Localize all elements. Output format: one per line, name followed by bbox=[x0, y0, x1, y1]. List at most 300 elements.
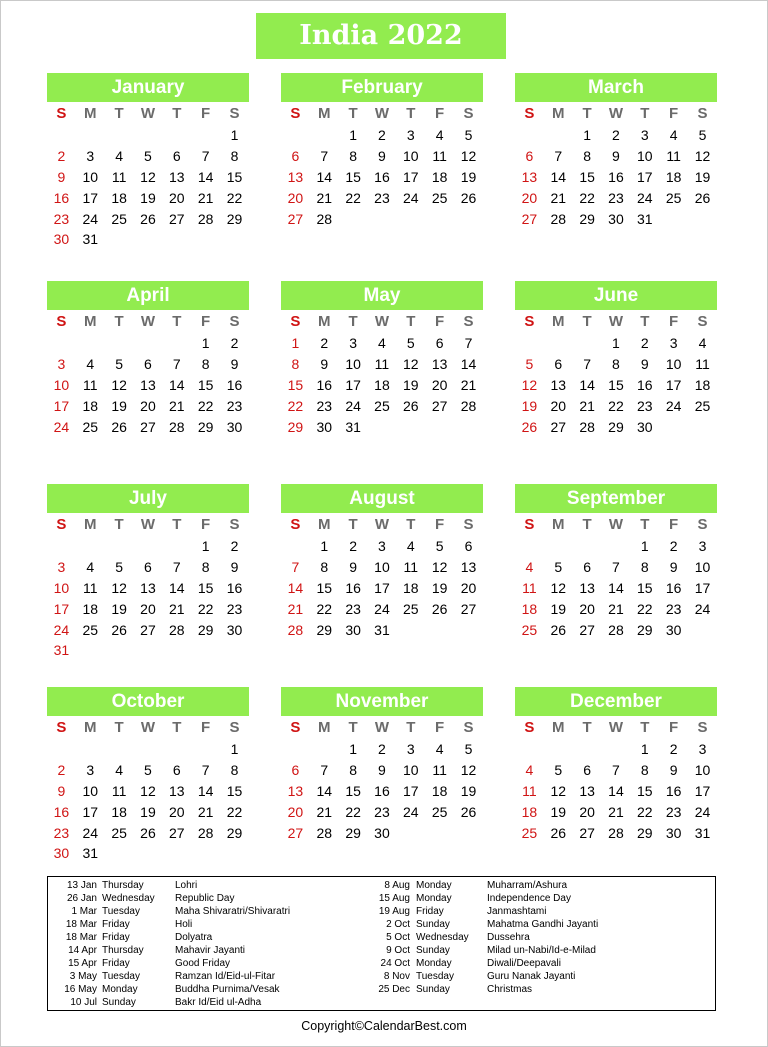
day-cell: 1 bbox=[349, 127, 357, 144]
day-cell: 20 bbox=[460, 579, 477, 596]
day-cell: 18 bbox=[431, 168, 448, 185]
weekday-header: F bbox=[201, 516, 211, 533]
holiday-weekday: Monday bbox=[416, 880, 452, 891]
day-cell bbox=[47, 333, 76, 354]
week-row bbox=[281, 557, 483, 578]
day-cell: 8 bbox=[320, 559, 329, 576]
day-cell: 18 bbox=[82, 600, 99, 617]
holiday-date: 15 Apr bbox=[68, 958, 97, 969]
day-cell: 11 bbox=[374, 356, 390, 373]
day-cell: 21 bbox=[197, 189, 214, 206]
day-cell bbox=[281, 125, 310, 146]
day-cell: 9 bbox=[640, 356, 649, 373]
day-cell bbox=[162, 229, 191, 250]
day-cell: 4 bbox=[378, 335, 386, 352]
weekday-header: S bbox=[229, 516, 240, 533]
weekday-header: T bbox=[114, 313, 124, 330]
weekday-header: S bbox=[290, 105, 301, 122]
day-cell: 6 bbox=[583, 559, 591, 576]
day-cell bbox=[134, 640, 163, 661]
day-cell bbox=[191, 125, 220, 146]
day-cell: 10 bbox=[345, 356, 361, 373]
holiday-weekday: Sunday bbox=[416, 984, 450, 995]
day-cell: 13 bbox=[521, 168, 538, 185]
day-cell: 8 bbox=[612, 356, 620, 373]
day-cell: 26 bbox=[403, 397, 419, 414]
day-cell: 2 bbox=[230, 335, 239, 352]
day-cell: 8 bbox=[230, 148, 239, 165]
month-days-table bbox=[515, 716, 717, 843]
day-cell: 28 bbox=[169, 418, 185, 435]
weekday-header: F bbox=[435, 719, 445, 736]
day-cell: 13 bbox=[140, 376, 156, 393]
holiday-name: Bakr Id/Eid ul-Adha bbox=[175, 997, 262, 1008]
day-cell: 19 bbox=[460, 782, 477, 799]
day-cell: 23 bbox=[53, 210, 70, 227]
day-cell: 12 bbox=[460, 762, 477, 779]
week-row bbox=[281, 801, 483, 822]
weekday-header: S bbox=[697, 105, 708, 122]
day-cell: 7 bbox=[320, 762, 329, 779]
day-cell: 17 bbox=[345, 376, 361, 393]
day-cell: 10 bbox=[374, 559, 390, 576]
day-cell: 28 bbox=[197, 824, 214, 841]
holiday-name: Mahavir Jayanti bbox=[175, 945, 246, 956]
week-row bbox=[515, 354, 717, 375]
day-cell bbox=[544, 739, 573, 760]
day-cell: 18 bbox=[111, 189, 127, 206]
day-cell: 24 bbox=[53, 418, 70, 435]
day-cell bbox=[454, 619, 483, 640]
weekday-header: T bbox=[114, 105, 124, 122]
weekday-header: T bbox=[348, 516, 358, 533]
day-cell: 4 bbox=[525, 762, 534, 779]
day-cell: 2 bbox=[57, 762, 66, 779]
day-cell bbox=[425, 208, 454, 229]
day-cell: 17 bbox=[374, 579, 390, 596]
day-cell: 25 bbox=[82, 621, 99, 638]
day-cell: 15 bbox=[608, 376, 624, 393]
day-cell: 6 bbox=[435, 335, 444, 352]
day-cell: 9 bbox=[378, 762, 386, 779]
holiday-weekday: Monday bbox=[416, 893, 452, 904]
day-cell: 22 bbox=[197, 600, 214, 617]
day-cell: 1 bbox=[612, 335, 620, 352]
day-cell: 29 bbox=[345, 824, 361, 841]
day-cell: 6 bbox=[525, 148, 534, 165]
day-cell: 12 bbox=[460, 148, 477, 165]
holiday-name: Lohri bbox=[175, 880, 198, 891]
day-cell bbox=[134, 229, 163, 250]
day-cell: 4 bbox=[669, 127, 678, 144]
day-cell: 7 bbox=[291, 559, 300, 576]
day-cell: 14 bbox=[579, 376, 595, 393]
day-cell: 24 bbox=[53, 621, 70, 638]
week-row bbox=[47, 760, 249, 781]
day-cell: 20 bbox=[140, 397, 156, 414]
day-cell: 26 bbox=[111, 418, 127, 435]
day-cell: 1 bbox=[201, 538, 210, 555]
day-cell: 11 bbox=[432, 762, 447, 779]
week-row bbox=[47, 557, 249, 578]
day-cell: 26 bbox=[550, 621, 567, 638]
day-cell: 9 bbox=[320, 356, 329, 373]
day-cell: 28 bbox=[287, 621, 304, 638]
week-row bbox=[515, 598, 717, 619]
day-cell: 6 bbox=[583, 762, 591, 779]
holiday-weekday: Tuesday bbox=[102, 971, 140, 982]
day-cell: 23 bbox=[374, 803, 390, 820]
day-cell: 6 bbox=[291, 762, 300, 779]
day-cell bbox=[368, 208, 397, 229]
day-cell bbox=[220, 640, 249, 661]
day-cell: 5 bbox=[115, 356, 123, 373]
day-cell: 6 bbox=[172, 762, 181, 779]
day-cell: 8 bbox=[201, 356, 210, 373]
day-cell: 16 bbox=[665, 782, 682, 799]
weekday-header: T bbox=[172, 105, 182, 122]
day-cell: 8 bbox=[583, 148, 591, 165]
day-cell: 21 bbox=[316, 803, 333, 820]
day-cell bbox=[602, 536, 631, 557]
day-cell: 17 bbox=[403, 782, 419, 799]
day-cell: 23 bbox=[665, 600, 682, 617]
day-cell: 22 bbox=[226, 189, 243, 206]
day-cell: 7 bbox=[201, 148, 210, 165]
day-cell: 18 bbox=[431, 782, 448, 799]
day-cell: 14 bbox=[287, 579, 304, 596]
day-cell: 7 bbox=[554, 148, 563, 165]
day-cell: 15 bbox=[579, 168, 595, 185]
day-cell: 14 bbox=[197, 782, 214, 799]
day-cell: 29 bbox=[226, 210, 243, 227]
day-cell: 7 bbox=[612, 762, 620, 779]
weekday-header: T bbox=[406, 516, 416, 533]
day-cell: 11 bbox=[522, 782, 537, 799]
day-cell: 9 bbox=[57, 782, 66, 799]
month-name: April bbox=[47, 281, 249, 310]
week-row bbox=[515, 375, 717, 396]
holiday-name: Independence Day bbox=[487, 893, 571, 904]
month-november bbox=[281, 687, 483, 843]
day-cell: 16 bbox=[316, 376, 333, 393]
month-days-table bbox=[47, 102, 249, 250]
day-cell: 31 bbox=[82, 845, 99, 862]
weekday-header: T bbox=[582, 105, 592, 122]
day-cell bbox=[339, 208, 368, 229]
weekday-header: F bbox=[201, 719, 211, 736]
holiday-weekday: Friday bbox=[416, 906, 444, 917]
month-december bbox=[515, 687, 717, 843]
month-days-table bbox=[47, 513, 249, 661]
week-row bbox=[47, 229, 249, 250]
week-row bbox=[47, 333, 249, 354]
day-cell: 12 bbox=[550, 782, 567, 799]
day-cell: 21 bbox=[197, 803, 214, 820]
day-cell bbox=[573, 536, 602, 557]
day-cell bbox=[573, 333, 602, 354]
day-cell bbox=[602, 739, 631, 760]
day-cell: 14 bbox=[169, 376, 185, 393]
month-days-table bbox=[515, 513, 717, 640]
day-cell: 29 bbox=[637, 621, 653, 638]
day-cell: 20 bbox=[579, 600, 595, 617]
holiday-name: Diwali/Deepavali bbox=[487, 958, 561, 969]
weekday-header: W bbox=[140, 313, 156, 330]
day-cell: 22 bbox=[637, 803, 653, 820]
month-february bbox=[281, 73, 483, 229]
day-cell bbox=[105, 739, 134, 760]
week-row bbox=[515, 167, 717, 188]
day-cell: 19 bbox=[140, 803, 156, 820]
day-cell: 2 bbox=[612, 127, 620, 144]
holiday-name: Milad un-Nabi/Id-e-Milad bbox=[487, 945, 596, 956]
weekday-header: W bbox=[374, 719, 390, 736]
day-cell: 26 bbox=[140, 210, 156, 227]
day-cell: 28 bbox=[460, 397, 477, 414]
day-cell: 11 bbox=[432, 148, 447, 165]
day-cell bbox=[220, 843, 249, 864]
week-row bbox=[281, 208, 483, 229]
day-cell: 31 bbox=[637, 210, 653, 227]
day-cell: 5 bbox=[464, 127, 473, 144]
day-cell: 11 bbox=[82, 579, 98, 596]
day-cell: 14 bbox=[316, 168, 333, 185]
day-cell: 16 bbox=[345, 579, 361, 596]
day-cell bbox=[134, 125, 163, 146]
day-cell: 19 bbox=[550, 600, 567, 617]
day-cell: 16 bbox=[53, 189, 70, 206]
day-cell: 15 bbox=[197, 376, 214, 393]
day-cell: 30 bbox=[345, 621, 361, 638]
day-cell: 17 bbox=[53, 397, 70, 414]
holiday-date: 19 Aug bbox=[378, 906, 410, 917]
weekday-header: W bbox=[374, 516, 390, 533]
day-cell: 30 bbox=[637, 418, 653, 435]
week-row bbox=[281, 416, 483, 437]
week-row bbox=[47, 801, 249, 822]
day-cell: 16 bbox=[608, 168, 624, 185]
day-cell: 1 bbox=[230, 741, 239, 758]
day-cell: 20 bbox=[287, 189, 304, 206]
weekday-header: M bbox=[84, 313, 97, 330]
holiday-weekday: Wednesday bbox=[416, 932, 469, 943]
day-cell: 26 bbox=[431, 600, 448, 617]
day-cell: 24 bbox=[665, 397, 682, 414]
week-row bbox=[47, 536, 249, 557]
holiday-weekday: Tuesday bbox=[102, 906, 140, 917]
day-cell: 1 bbox=[349, 741, 357, 758]
day-cell: 9 bbox=[230, 356, 239, 373]
day-cell: 3 bbox=[86, 762, 95, 779]
weekday-header: F bbox=[435, 516, 445, 533]
day-cell: 14 bbox=[550, 168, 567, 185]
day-cell bbox=[515, 333, 544, 354]
day-cell bbox=[454, 416, 483, 437]
weekday-header: S bbox=[56, 105, 67, 122]
week-row bbox=[281, 167, 483, 188]
day-cell: 20 bbox=[140, 600, 156, 617]
day-cell: 23 bbox=[665, 803, 682, 820]
day-cell bbox=[688, 619, 717, 640]
day-cell: 15 bbox=[287, 376, 304, 393]
day-cell: 5 bbox=[464, 741, 473, 758]
weekday-header: W bbox=[374, 313, 390, 330]
day-cell: 10 bbox=[694, 762, 711, 779]
day-cell: 16 bbox=[665, 579, 682, 596]
weekday-header: T bbox=[640, 105, 650, 122]
day-cell: 9 bbox=[612, 148, 620, 165]
weekday-header: M bbox=[552, 105, 565, 122]
week-row bbox=[515, 395, 717, 416]
day-cell: 27 bbox=[550, 418, 567, 435]
week-row bbox=[515, 760, 717, 781]
day-cell: 7 bbox=[172, 356, 181, 373]
day-cell: 9 bbox=[669, 559, 678, 576]
day-cell bbox=[515, 739, 544, 760]
day-cell: 9 bbox=[57, 168, 66, 185]
week-row bbox=[281, 760, 483, 781]
month-october bbox=[47, 687, 249, 864]
day-cell bbox=[573, 739, 602, 760]
holiday-name: Ramzan Id/Eid-ul-Fitar bbox=[175, 971, 276, 982]
day-cell: 24 bbox=[694, 803, 711, 820]
day-cell bbox=[134, 333, 163, 354]
weekday-header: W bbox=[374, 105, 390, 122]
day-cell: 19 bbox=[431, 579, 448, 596]
day-cell bbox=[396, 619, 425, 640]
day-cell: 2 bbox=[230, 538, 239, 555]
day-cell bbox=[425, 619, 454, 640]
day-cell bbox=[47, 536, 76, 557]
day-cell bbox=[515, 125, 544, 146]
day-cell: 12 bbox=[140, 782, 156, 799]
weekday-header: F bbox=[669, 105, 679, 122]
day-cell: 9 bbox=[349, 559, 357, 576]
holiday-date: 24 Oct bbox=[380, 958, 410, 969]
day-cell: 13 bbox=[431, 356, 448, 373]
day-cell: 3 bbox=[57, 356, 66, 373]
holiday-date: 8 Nov bbox=[383, 971, 410, 982]
day-cell: 25 bbox=[403, 600, 419, 617]
holiday-weekday: Friday bbox=[102, 958, 130, 969]
day-cell bbox=[191, 229, 220, 250]
week-row bbox=[515, 416, 717, 437]
week-row bbox=[281, 333, 483, 354]
day-cell: 10 bbox=[53, 579, 70, 596]
day-cell bbox=[396, 208, 425, 229]
day-cell: 27 bbox=[521, 210, 538, 227]
day-cell: 13 bbox=[169, 168, 185, 185]
weekday-header: S bbox=[524, 719, 535, 736]
weekday-header: M bbox=[552, 313, 565, 330]
day-cell: 14 bbox=[608, 579, 624, 596]
day-cell: 12 bbox=[403, 356, 419, 373]
holiday-list bbox=[47, 876, 716, 1011]
holiday-date: 5 Oct bbox=[386, 932, 410, 943]
holiday-weekday: Monday bbox=[102, 984, 138, 995]
day-cell: 3 bbox=[86, 148, 95, 165]
day-cell: 24 bbox=[374, 600, 390, 617]
day-cell bbox=[47, 125, 76, 146]
weekday-header: T bbox=[640, 516, 650, 533]
month-name: December bbox=[515, 687, 717, 716]
holiday-name: Muharram/Ashura bbox=[487, 880, 568, 891]
day-cell: 28 bbox=[608, 824, 624, 841]
day-cell: 26 bbox=[694, 189, 711, 206]
weekday-header: S bbox=[56, 516, 67, 533]
holiday-name: Buddha Purnima/Vesak bbox=[175, 984, 280, 995]
day-cell bbox=[191, 843, 220, 864]
day-cell: 23 bbox=[316, 397, 333, 414]
weekday-header: F bbox=[435, 105, 445, 122]
weekday-header: W bbox=[140, 719, 156, 736]
day-cell: 12 bbox=[431, 559, 448, 576]
day-cell: 25 bbox=[665, 189, 682, 206]
weekday-header: S bbox=[290, 719, 301, 736]
day-cell: 19 bbox=[521, 397, 538, 414]
day-cell bbox=[105, 536, 134, 557]
day-cell: 6 bbox=[144, 559, 152, 576]
day-cell: 21 bbox=[579, 397, 595, 414]
day-cell: 30 bbox=[316, 418, 333, 435]
month-january bbox=[47, 73, 249, 250]
day-cell bbox=[454, 822, 483, 843]
holiday-date: 3 May bbox=[69, 971, 97, 982]
week-row bbox=[515, 187, 717, 208]
day-cell: 18 bbox=[82, 397, 99, 414]
month-june bbox=[515, 281, 717, 437]
holiday-name: Christmas bbox=[487, 984, 533, 995]
day-cell: 4 bbox=[435, 127, 444, 144]
day-cell: 22 bbox=[637, 600, 653, 617]
holiday-weekday: Friday bbox=[102, 932, 130, 943]
day-cell: 21 bbox=[169, 397, 185, 414]
day-cell bbox=[544, 333, 573, 354]
day-cell: 1 bbox=[640, 741, 649, 758]
week-row bbox=[47, 843, 249, 864]
day-cell: 17 bbox=[82, 189, 99, 206]
week-row bbox=[281, 536, 483, 557]
week-row bbox=[47, 781, 249, 802]
day-cell: 15 bbox=[316, 579, 333, 596]
holiday-date: 13 Jan bbox=[66, 880, 97, 891]
week-row bbox=[515, 801, 717, 822]
day-cell: 19 bbox=[460, 168, 477, 185]
week-row bbox=[47, 578, 249, 599]
weekday-header: T bbox=[172, 719, 182, 736]
day-cell: 22 bbox=[197, 397, 214, 414]
day-cell: 20 bbox=[521, 189, 538, 206]
day-cell: 18 bbox=[403, 579, 419, 596]
day-cell: 13 bbox=[140, 579, 156, 596]
day-cell: 13 bbox=[287, 782, 304, 799]
month-may bbox=[281, 281, 483, 437]
month-name: June bbox=[515, 281, 717, 310]
day-cell bbox=[162, 843, 191, 864]
week-row bbox=[47, 619, 249, 640]
month-name: January bbox=[47, 73, 249, 102]
day-cell: 2 bbox=[378, 127, 386, 144]
day-cell bbox=[544, 536, 573, 557]
day-cell: 23 bbox=[226, 600, 243, 617]
day-cell bbox=[659, 416, 688, 437]
day-cell: 10 bbox=[665, 356, 682, 373]
week-row bbox=[515, 739, 717, 760]
day-cell: 30 bbox=[608, 210, 624, 227]
day-cell: 3 bbox=[406, 741, 415, 758]
day-cell: 1 bbox=[640, 538, 649, 555]
